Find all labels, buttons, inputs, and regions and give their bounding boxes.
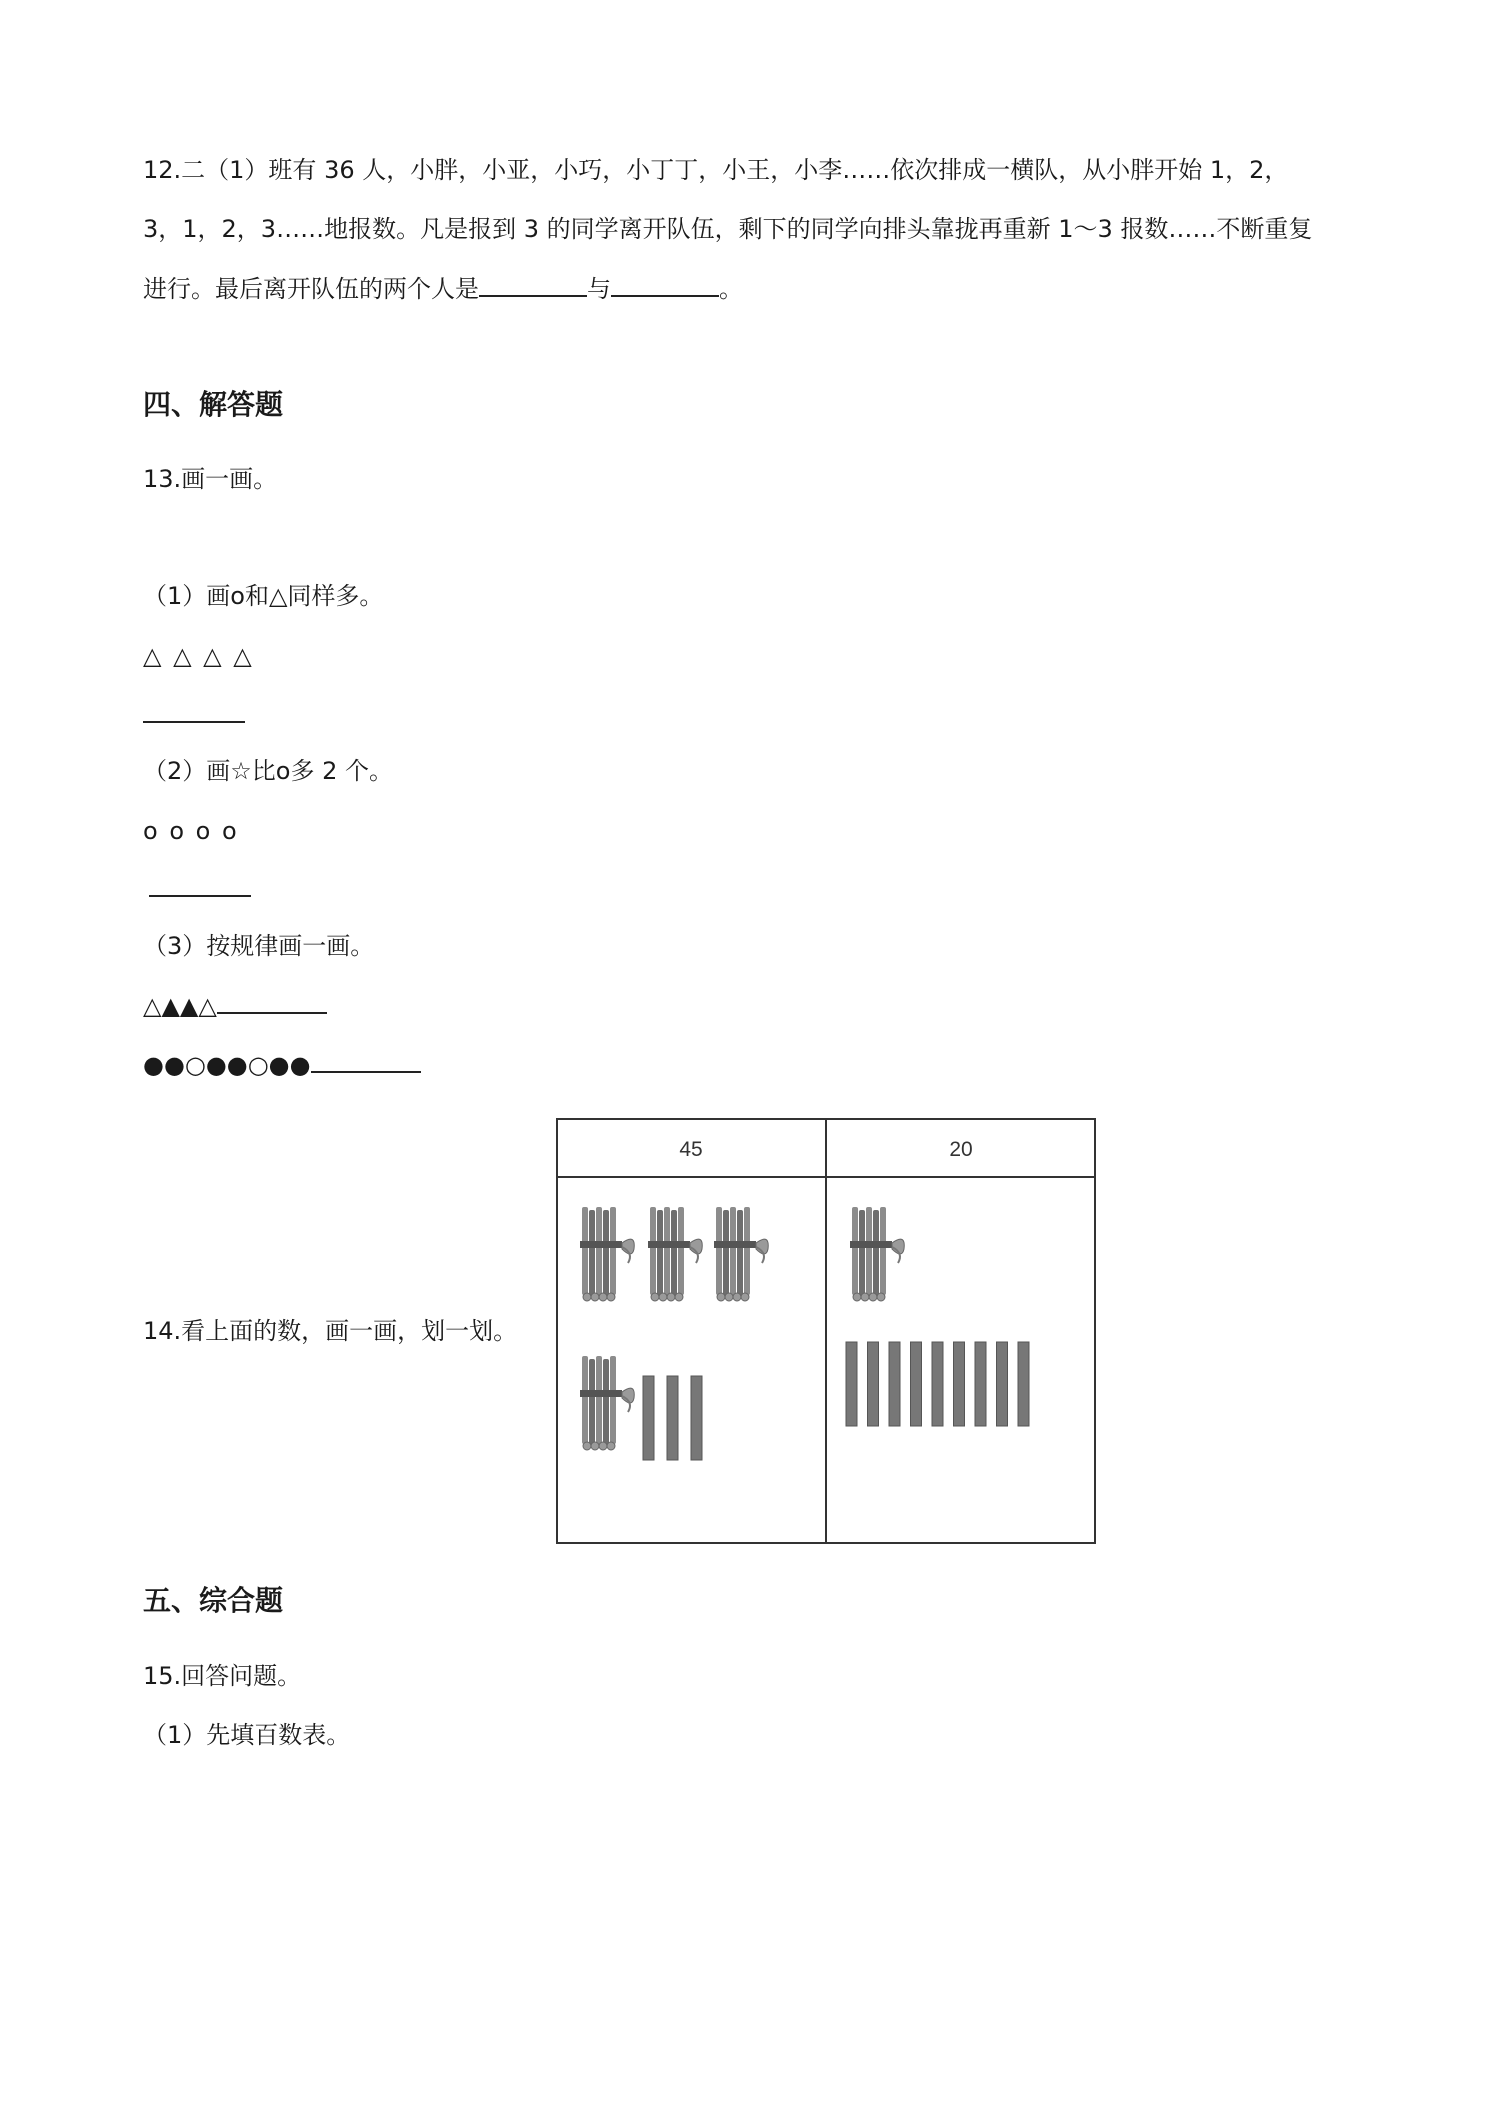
q14-20-single-stick [954, 1342, 965, 1426]
q12-line-3-mid: 与 [587, 275, 611, 303]
section-4-heading: 四、解答题 [143, 388, 284, 421]
q12-line-3-prefix: 进行。最后离开队伍的两个人是 [143, 275, 479, 303]
q12-line-1: 12.二（1）班有 36 人，小胖，小亚，小巧，小丁丁，小王，小李……依次排成一横队，从小胖开始 1，2， [143, 156, 1289, 184]
q14-45-single-stick [691, 1376, 702, 1460]
q13-part-1-answer [143, 699, 245, 730]
section-5-heading: 五、综合题 [143, 1584, 284, 1617]
q12-line-3 [143, 273, 743, 304]
q14-20-single-stick [846, 1342, 857, 1426]
q12-answer-blank-1[interactable] [479, 273, 587, 297]
q14-20-single-stick [975, 1342, 986, 1426]
q13-part-1-blank[interactable] [143, 699, 245, 723]
q14-header-20: 20 [949, 1138, 973, 1161]
q14-bundle-table [556, 1118, 1096, 1544]
q14-20-single-stick [911, 1342, 922, 1426]
q14-20-single-stick [1018, 1342, 1029, 1426]
q14-20-single-stick [889, 1342, 900, 1426]
q15-part-1: （1）先填百数表。 [143, 1721, 351, 1749]
q13-part-3-blank-2[interactable] [311, 1049, 421, 1073]
q12-answer-blank-2[interactable] [611, 273, 719, 297]
q14-20-single-stick [932, 1342, 943, 1426]
q14-45-single-stick [667, 1376, 678, 1460]
q14-stem: 14.看上面的数，画一画，划一划。 [143, 1317, 518, 1345]
q13-triangle-pattern: △▲▲△ [143, 992, 217, 1020]
q12-line-3-suffix: 。 [719, 275, 743, 303]
q14-20-single-stick [868, 1342, 879, 1426]
q12-line-2: 3，1，2，3……地报数。凡是报到 3 的同学离开队伍，剩下的同学向排头靠拢再重新 1～3 报数……不断重复 [143, 215, 1313, 243]
q14-45-single-stick [643, 1376, 654, 1460]
q14-header-45: 45 [679, 1138, 703, 1161]
q13-part-2-answer [149, 873, 251, 904]
q13-part-1: （1）画o和△同样多。 [143, 582, 384, 610]
q13-part-3: （3）按规律画一画。 [143, 932, 375, 960]
q13-part-3-blank-1[interactable] [217, 990, 327, 1014]
q13-part-3-row-1 [143, 990, 327, 1021]
q14-20-single-stick [997, 1342, 1008, 1426]
q13-part-2: （2）画☆比o多 2 个。 [143, 757, 393, 785]
q13-part-3-row-2 [143, 1049, 421, 1080]
q13-part-1-triangles: △ △ △ △ [143, 642, 254, 670]
q15-stem: 15.回答问题。 [143, 1662, 302, 1690]
q13-part-2-circles: o o o o [143, 817, 239, 845]
q13-part-2-blank[interactable] [149, 873, 251, 897]
q13-dot-pattern: ●●○●●○●● [143, 1051, 311, 1079]
q13-stem: 13.画一画。 [143, 465, 278, 493]
